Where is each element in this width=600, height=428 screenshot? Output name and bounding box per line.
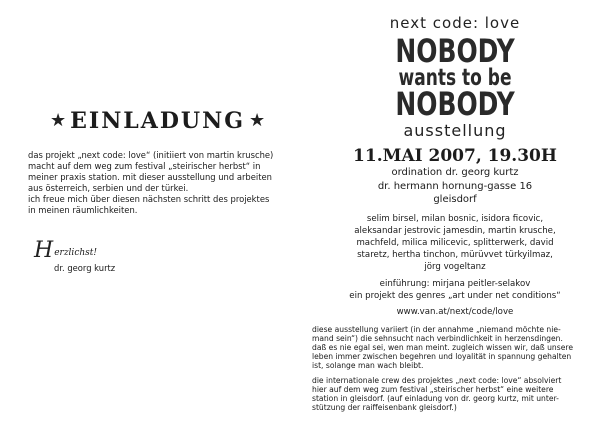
artist-line: selim birsel, milan bosnic, isidora ficovic, [366,214,544,224]
invitation-line: das projekt „next code: love“ (initiiert von martin krusche) [28,150,274,160]
genre-line: ein projekt des genres „art under net conditions“ [349,291,561,301]
invitation-heading [50,108,268,134]
series-title: next code: love [389,14,521,32]
star-icon: ★ [50,110,67,131]
signature-initial: H [34,238,54,263]
invitation-line: in meinen räumlichkeiten. [28,205,138,215]
paragraph-line: die internationale crew des projektes „next code: love“ absolviert [312,376,562,385]
venue-line: gleisdorf [433,194,477,205]
heading-text: EINLADUNG [70,108,246,134]
venue-line: dr. hermann hornung-gasse 16 [377,181,533,192]
artist-line: jörg vogeltanz [424,262,486,272]
star-icon: ★ [249,110,266,131]
invitation-line: meiner praxis station. mit dieser ausstellung und arbeiten [28,172,272,182]
paragraph-line: hier auf dem weg zum festival „steirischer herbst“ eine weitere [312,385,554,394]
event-date: 11.MAI 2007, 19.30H [353,146,557,166]
paragraph-line: station in gleisdorf. (auf einladung von dr. georg kurtz, mit unter- [312,394,559,403]
invitation-line: aus österreich, serbien und der türkei. [28,183,189,193]
artist-line: machfeld, milica milicevic, splitterwerk, david [356,238,554,248]
paragraph-line: stützung der raiffeisenbank gleisdorf.) [312,403,457,412]
artist-line: aleksandar jestrovic jamesdin, martin krusche, [354,226,556,236]
signature-greeting: erzlichst! [54,248,98,258]
signature-name: dr. georg kurtz [54,263,116,273]
signature [34,236,97,262]
artist-line: staretz, hertha tinchon, mürüvvet türkyilmaz, [357,250,553,260]
paragraph-line: daß es nie egal sei, wen man meint. zugleich wissen wir, daß unsere [312,343,574,352]
title-line-2: wants to be [398,65,512,91]
paragraph-line: mand sein“) die sehnsucht nach verbindlichkeit in herzensdingen. [312,334,563,343]
invitation-line: macht auf dem weg zum festival „steirischer herbst“ in [28,161,261,171]
paragraph-line: ist, solange man wach bleibt. [312,361,424,370]
project-url: www.van.at/next/code/love [396,307,514,317]
title-line-1: NOBODY [395,32,515,70]
introduction: einführung: mirjana peitler-selakov [379,279,531,289]
venue-line: ordination dr. georg kurtz [391,167,519,178]
exhibition-label: ausstellung [403,121,507,140]
paragraph-line: leben immer zwischen begehren und loyalität in spannung gehalten [312,352,572,361]
title-line-3: NOBODY [395,85,515,123]
paragraph-line: diese ausstellung variiert (in der annahme „niemand möchte nie- [312,325,561,334]
invitation-line: ich freue mich über diesen nächsten schritt des projektes [28,194,270,204]
